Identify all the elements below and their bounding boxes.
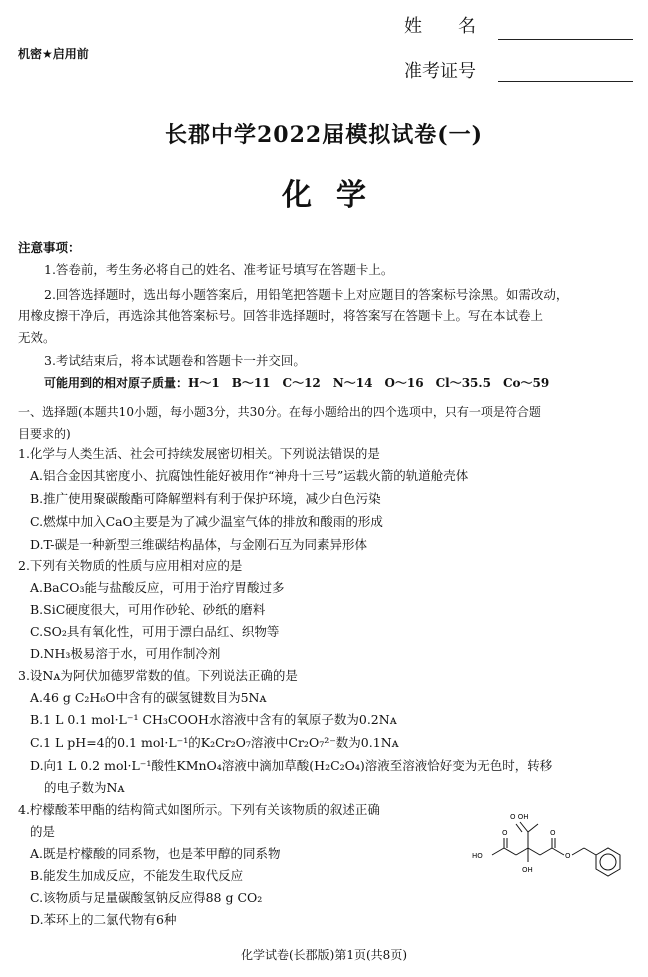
question-4-option-d: D.苯环上的二氯代物有6种: [30, 912, 177, 927]
question-1-option-d: D.T-碳是一种新型三维碳结构晶体，与金刚石互为同素异形体: [30, 537, 368, 552]
note-item: 无效。: [18, 330, 56, 345]
question-3-option-a: A.46 g C₂H₆O中含有的碳氢键数目为5Nᴀ: [30, 690, 267, 705]
question-2-stem: 2.下列有关物质的性质与应用相对应的是: [18, 558, 243, 573]
confidential-label: 机密★启用前: [18, 47, 89, 61]
atomic-mass-line: 可能用到的相对原子质量：H～1 B～11 C～12 N～14 O～16 Cl～35.5 Co～59: [44, 376, 550, 390]
section-heading-cont: 目要求的): [18, 427, 71, 441]
note-item: 1.答卷前，考生务必将自己的姓名、准考证号填写在答题卡上。: [44, 262, 394, 277]
question-1-option-c: C.燃煤中加入CaO主要是为了减少温室气体的排放和酸雨的形成: [30, 514, 383, 529]
note-item: 3.考试结束后，将本试题卷和答题卡一并交回。: [44, 353, 306, 368]
question-4-stem: 4.柠檬酸苯甲酯的结构简式如图所示。下列有关该物质的叙述正确: [18, 802, 380, 817]
question-2-option-b: B.SiC硬度很大，可用作砂轮、砂纸的磨料: [30, 602, 266, 617]
question-3-option-d-cont: 的电子数为Nᴀ: [44, 780, 125, 795]
label-ester-bridge-o: O: [565, 852, 571, 860]
page-footer: 化学试卷(长郡版)第1页(共8页): [241, 948, 407, 962]
question-3-option-c: C.1 L pH=4的0.1 mol·L⁻¹的K₂Cr₂O₇溶液中Cr₂O₇²⁻数为0.1Nᴀ: [30, 735, 399, 750]
exam-number-label: 准考证号: [404, 61, 476, 82]
note-item: 2.回答选择题时，选出每小题答案后，用铅笔把答题卡上对应题目的答案标号涂黑。如需改动，: [44, 287, 569, 302]
name-field[interactable]: [498, 38, 633, 40]
question-4-option-b: B.能发生加成反应，不能发生取代反应: [30, 868, 244, 883]
question-3-option-b: B.1 L 0.1 mol·L⁻¹ CH₃COOH水溶液中含有的氧原子数为0.2Nᴀ: [30, 712, 397, 727]
exam-title: 长郡中学2022届模拟试卷(一): [164, 122, 484, 148]
benzyl-citrate-structure: [462, 800, 642, 900]
question-2-option-a: A.BaCO₃能与盐酸反应，可用于治疗胃酸过多: [30, 580, 285, 595]
notes-heading: 注意事项：: [18, 240, 81, 255]
question-4-option-c: C.该物质与足量碳酸氢钠反应得88 g CO₂: [30, 890, 263, 905]
label-ester-o: O: [550, 829, 556, 837]
label-left-o: O: [502, 829, 508, 837]
question-2-option-d: D.NH₃极易溶于水，可用作制冷剂: [30, 646, 221, 661]
question-2-option-c: C.SO₂具有氧化性，可用于漂白品红、织物等: [30, 624, 280, 639]
question-4-option-a: A.既是柠檬酸的同系物，也是苯甲醇的同系物: [30, 846, 281, 861]
question-1-option-a: A.铝合金因其密度小、抗腐蚀性能好被用作“神舟十三号”运载火箭的轨道舱壳体: [30, 468, 469, 483]
name-label: 姓 名: [404, 16, 476, 37]
label-central-oh: OH: [522, 866, 533, 874]
subject-title: 化学: [282, 178, 390, 213]
label-left-ho: HO: [472, 852, 483, 860]
label-top-oh: O OH: [510, 813, 529, 821]
question-1-option-b: B.推广使用聚碳酸酯可降解塑料有利于保护环境，减少白色污染: [30, 491, 381, 506]
section-heading: 一、选择题(本题共10小题，每小题3分，共30分。在每小题给出的四个选项中，只有一项是符合题: [18, 405, 541, 419]
question-3-option-d: D.向1 L 0.2 mol·L⁻¹酸性KMnO₄溶液中滴加草酸(H₂C₂O₄)溶液至溶液恰好变为无色时，转移: [30, 758, 553, 773]
question-3-stem: 3.设Nᴀ为阿伏加德罗常数的值。下列说法正确的是: [18, 668, 298, 683]
question-4-stem-cont: 的是: [30, 824, 56, 839]
note-item: 用橡皮擦干净后，再选涂其他答案标号。回答非选择题时，将答案写在答题卡上。写在本试卷上: [18, 308, 544, 323]
exam-number-field[interactable]: [498, 80, 633, 82]
question-1-stem: 1.化学与人类生活、社会可持续发展密切相关。下列说法错误的是: [18, 446, 380, 461]
